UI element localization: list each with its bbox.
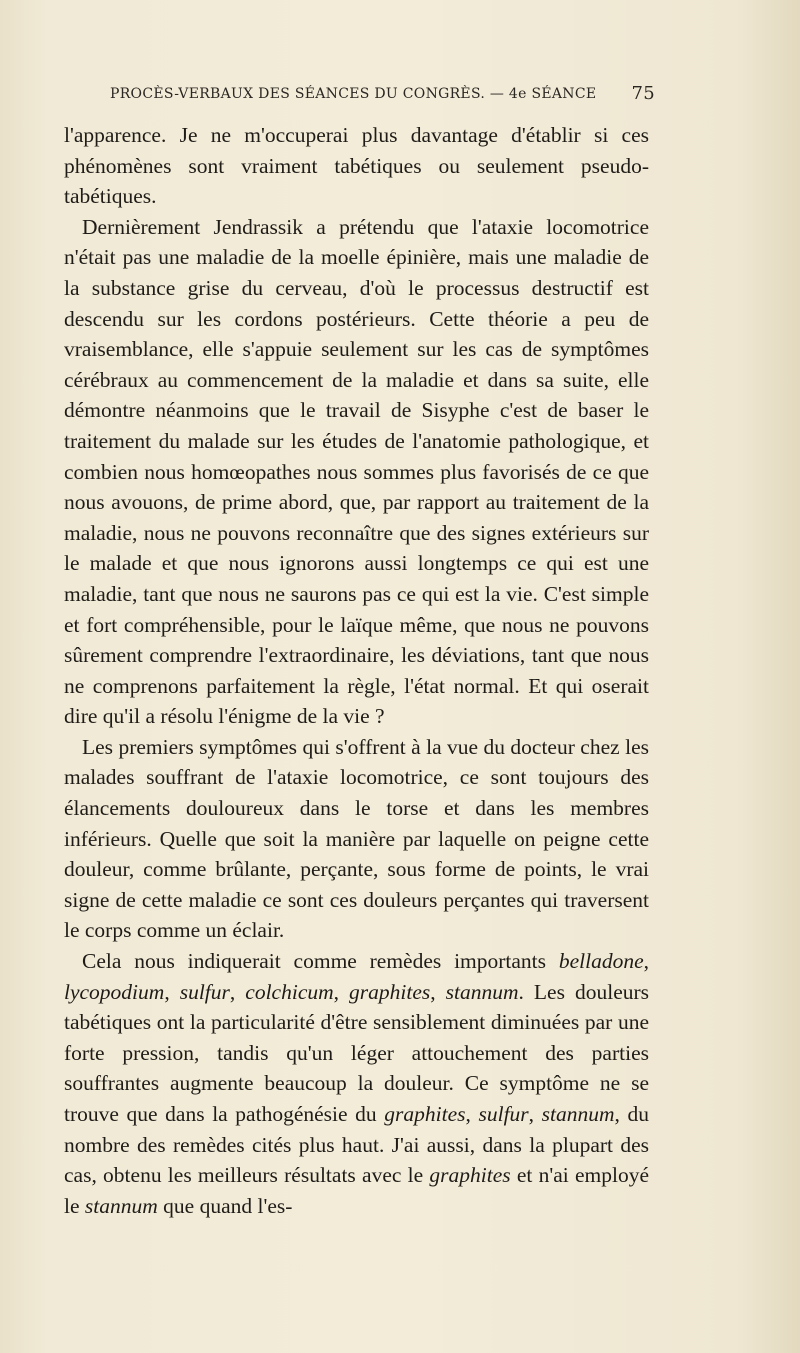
paragraph-text: Cela nous indiquerait comme remèdes importants bbox=[82, 949, 559, 974]
remedy-name: sulfur bbox=[478, 1102, 529, 1126]
body-text bbox=[64, 120, 649, 1221]
paragraph-text: , du nombre des remèdes cités plus haut. J'ai aussi, dans la plupart des cas, obtenu les meilleurs résultats avec le bbox=[64, 1102, 650, 1188]
paragraph-text: , bbox=[164, 979, 180, 1004]
page-number: 75 bbox=[631, 83, 655, 104]
remedy-name: sulfur bbox=[179, 979, 230, 1004]
paragraph-text: , bbox=[643, 949, 649, 974]
remedy-name: graphites bbox=[384, 1102, 466, 1126]
paragraph-text: , bbox=[465, 1102, 479, 1126]
remedy-name: colchicum bbox=[245, 979, 334, 1004]
paragraph-text: que quand l'es- bbox=[157, 1193, 293, 1218]
paragraph-2: Dernièrement Jendrassik a prétendu que l'ataxie locomotrice n'était pas une maladie de la moelle épinière, mais une maladie de la substance grise du cerveau, d'où le processus destructif est descendu sur les cordons postérieurs. Cette théorie a peu de vraisemblance, elle s'appuie seulement sur les cas de symptômes cérébraux au commencement de la maladie et dans sa suite, elle démontre néanmoins que le travail de Sisyphe c'est de baser le traitement du malade sur les études de l'anatomie pathologique, et combien nous homœopathes nous sommes plus favorisés de ce que nous avouons, de prime abord, que, par rapport au traitement de la maladie, nous ne pouvons reconnaître que des signes extérieurs sur le malade et que nous ignorons aussi longtemps ce qui est une maladie, tant que nous ne saurons pas ce qui est la vie. C'est simple et fort compréhensible, pour le laïque même, que nous ne pouvons sûrement comprendre l'extraordinaire, les déviations, tant que nous ne comprenons parfaitement la règle, l'état normal. Et qui oserait dire qu'il a résolu l'énigme de la vie ? bbox=[64, 214, 649, 729]
remedy-name: stannum bbox=[541, 1102, 615, 1126]
paragraph-text: , bbox=[528, 1102, 542, 1126]
paragraph-text: et n'ai employé le bbox=[64, 1163, 649, 1218]
paragraph-text: , bbox=[430, 979, 446, 1004]
paragraph-3: Les premiers symptômes qui s'offrent à la vue du docteur chez les malades souffrant de l'ataxie locomotrice, ce sont toujours des élancements douloureux dans le torse et dans les membres inférieurs. Quelle que soit la manière par laquelle on peigne cette douleur, comme brûlante, perçante, sous forme de points, le vrai signe de cette maladie ce sont ces douleurs perçantes qui traversent le corps comme un éclair. bbox=[64, 734, 649, 943]
paragraph-text: . Les douleurs tabétiques ont la particularité d'être sensiblement diminuées par une forte pression, tandis qu'un léger attouchement des parties souffrantes augmente beaucoup la douleur. Ce symptôme ne se trouve que dans la pathogénésie du bbox=[64, 979, 650, 1126]
paragraph-1: l'apparence. Je ne m'occuperai plus davantage d'établir si ces phénomènes sont vraiment tabétiques ou seulement pseudo-tabétiques. bbox=[64, 123, 649, 209]
paragraph-4 bbox=[64, 946, 649, 1221]
remedy-name: lycopodium bbox=[64, 979, 165, 1004]
paragraph-text: , bbox=[229, 979, 246, 1004]
paragraph-text: , bbox=[333, 979, 350, 1004]
remedy-name: belladone bbox=[558, 949, 644, 974]
running-header bbox=[110, 83, 655, 104]
remedy-name: graphites bbox=[349, 979, 431, 1004]
remedy-name: stannum bbox=[445, 979, 519, 1004]
running-header-title: PROCÈS-VERBAUX DES SÉANCES DU CONGRÈS. — 4e SÉANCE bbox=[110, 86, 597, 102]
remedy-name: stannum bbox=[84, 1193, 158, 1218]
remedy-name: graphites bbox=[429, 1163, 511, 1188]
